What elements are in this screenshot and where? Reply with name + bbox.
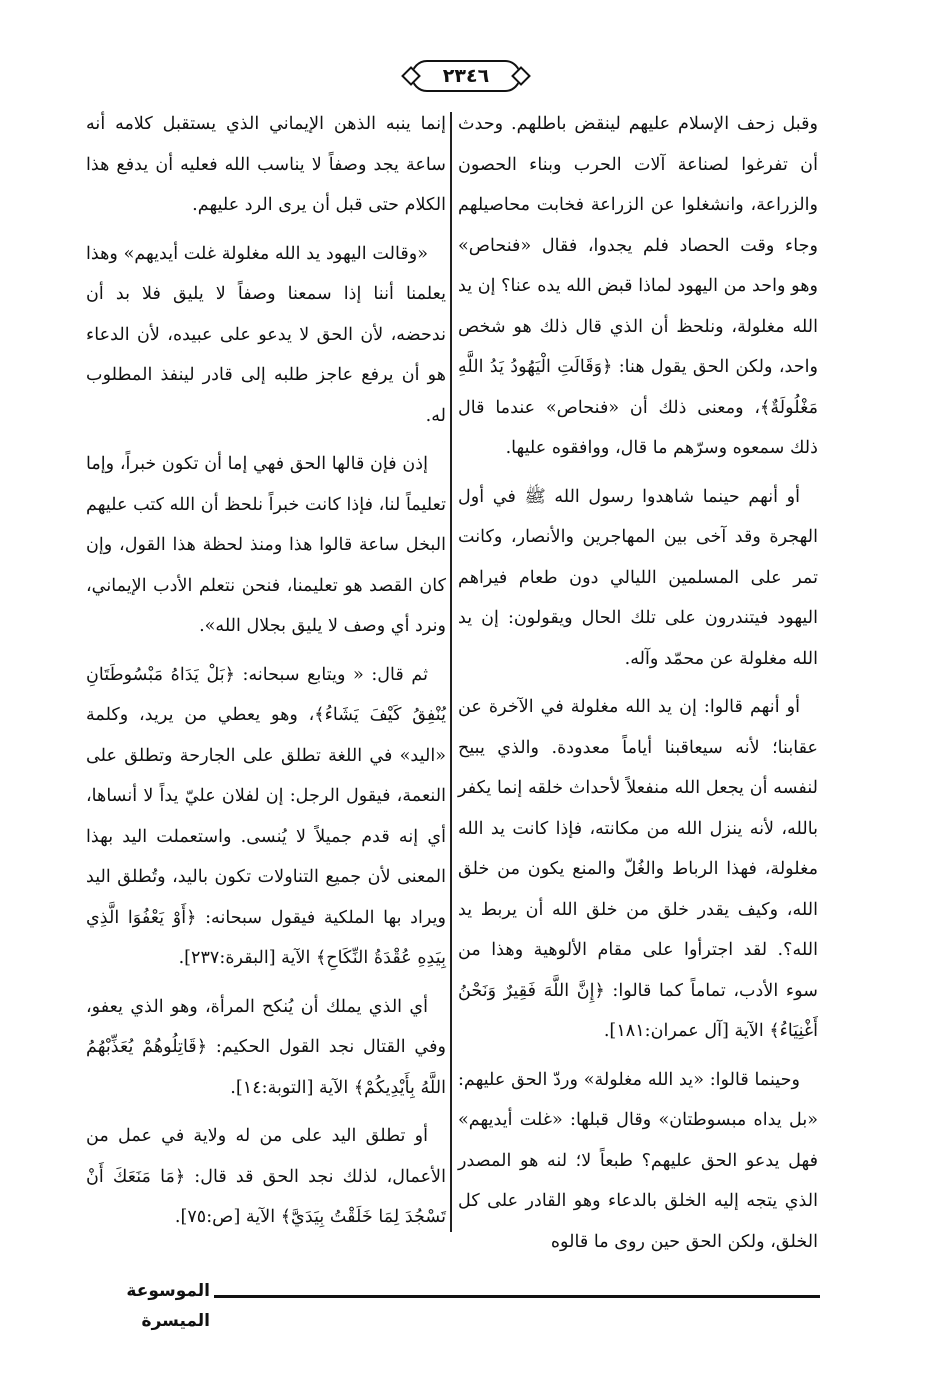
paragraph: أي الذي يملك أن يُنكح المرأة، وهو الذي يعفو، وفي القتال نجد القول الحكيم: ﴿قَاتِلُوهُمْ يُعَذِّبْهُمُ اللَّهُ بِأَيْدِيكُمْ﴾ الآية [التوبة:١٤].	[86, 996, 446, 1098]
footer-title: الموسوعة الميسرة	[126, 1281, 210, 1331]
paragraph: إنما ينبه الذهن الإيماني الذي يستقبل كلامه أنه ساعة يجد وصفاً لا يناسب الله فعليه أن يدفع هذا الكلام حتى قبل أن يرى الرد عليهم.	[86, 114, 446, 215]
left-text-column	[86, 104, 446, 1246]
paragraph: أو تطلق اليد على من له ولاية في عمل من الأعمال، لذلك نجد الحق قد قال: ﴿مَا مَنَعَكَ أَنْ تَسْجُدَ لِمَا خَلَقْتُ بِيَدَيَّ﴾ الآية [ص:٧٥].	[86, 1126, 446, 1227]
paragraph: «وقالت اليهود يد الله مغلولة غلت أيديهم» وهذا يعلمنا أننا إذا سمعنا وصفاً لا يليق فلا بد أن ندحضه، لأن الحق لا يدعو على عبيده، لأن الدعاء هو أن يرفع عاجز طلبه إلى قادر لينفذ المطلوب له.	[86, 243, 446, 426]
paragraph: وحينما قالوا: «يد الله مغلولة» وردّ الحق عليهم: «بل يداه مبسوطتان» وقال قبلها: «غلت أيديهم» فهل يدعو الحق عليهم؟ طبعاً لا؛ لنه هو المصدر الذي يتجه إليه الخلق بالدعاء وهو القادر على كل الخلق، ولكن الحق حين روى ما قالوه	[458, 1069, 818, 1252]
paragraph: ثم قال: « ويتابع سبحانه: ﴿بَلْ يَدَاهُ مَبْسُوطَتَانِ يُنْفِقُ كَيْفَ يَشَاءُ﴾، وهو يعطي من يريد، وكلمة «اليد» في اللغة تطلق على الجارحة وتطلق على النعمة، فيقول الرجل: إن لفلان عليّ يداً لا أنساها، أي إنه قدم جميلاً لا يُنسى. واستعملت اليد بهذا المعنى لأن جميع التناولات تكون باليد، وتُطلق اليد ويراد بها الملكية فيقول سبحانه: ﴿أَوْ يَعْفُوَا الَّذِي بِيَدِهِ عُقْدَةُ النِّكَاحِ﴾ الآية [البقرة:٢٣٧].	[86, 664, 446, 968]
page-number: ٢٣٤٦	[411, 60, 521, 92]
paragraph: وقبل زحف الإسلام عليهم لينقض باطلهم. وحدث أن تفرغوا لصناعة آلات الحرب وبناء الحصون والزراعة، وانشغلوا عن الزراعة فخابت محاصيلهم وجاء وقت الحصاد فلم يجدوا، فقال «فنحاص» وهو واحد من اليهود لماذا قبض الله يده عنا؟ إن يد الله مغلولة، ونلحظ أن الذي قال ذلك هو شخص واحد، ولكن الحق يقول هنا: ﴿وَقَالَتِ الْيَهُودُ يَدُ اللَّهِ مَغْلُولَةٌ﴾، ومعنى ذلك أن «فنحاص» عندما قال ذلك سمعوه وسرّهم ما قال، ووافقوه عليها.	[458, 114, 818, 458]
paragraph: إذن فإن قالها الحق فهي إما أن تكون خبراً، وإما تعليماً لنا، فإذا كانت خبراً نلحظ أن الله كتب عليهم البخل ساعة قالوا هذا ومنذ لحظة هذا القول، وإن كان القصد هو تعليمنا، فنحن نتعلم الأدب الإيماني، ونرد أي وصف لا يليق بجلال الله».	[86, 454, 446, 636]
right-text-column	[458, 104, 818, 1270]
paragraph: أو أنهم قالوا: إن يد الله مغلولة في الآخرة عن عقابنا؛ لأنه سيعاقبنا أياماً معدودة. والذي يبيح لنفسه أن يجعل الله منفعلاً لأحداث خلقه إنما يكفر بالله، لأنه ينزل الله من مكانته، فإذا كانت يد الله مغلولة، فهذا الرباط والغُلّ والمنع يكون من خلق الله، وكيف يقدر خلق من خلق الله أن يربط يد الله؟. لقد اجترأوا على مقام الألوهية وهذا من سوء الأدب، تماماً كما قالوا: ﴿إِنَّ اللَّهَ فَقِيرٌ وَنَحْنُ أَغْنِيَاءُ﴾ الآية [آل عمران:١٨١].	[458, 697, 818, 1041]
column-divider	[450, 112, 452, 1232]
paragraph: أو أنهم حينما شاهدوا رسول الله ﷺ في أول الهجرة وقد آخى بين المهاجرين والأنصار، وكانت تمر على المسلمين الليالي دون طعام فيراهم اليهود فيتندرون على تلك الحال ويقولون: إن يد الله مغلولة عن محمّد وآله.	[458, 486, 818, 669]
page-number-ornament	[0, 58, 932, 94]
footer-rule	[214, 1295, 820, 1298]
